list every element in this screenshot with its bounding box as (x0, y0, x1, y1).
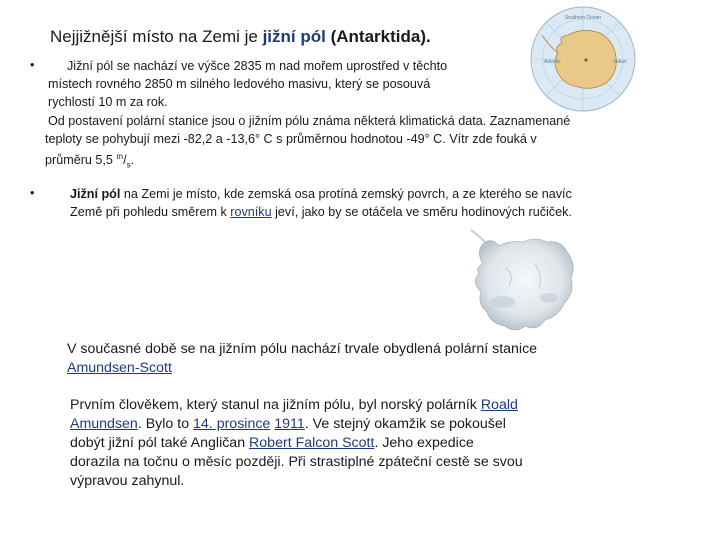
p1-line3: rychlostí 10 m za rok. (48, 95, 168, 109)
p2-line2: teploty se pohybují mezi -82,2 a -13,6° C s průměrnou hodnotou -49° C. Vítr zde fouká v (45, 132, 537, 146)
page-title (50, 27, 431, 47)
title-suffix: (Antarktida). (325, 27, 431, 46)
p3-bold: Jižní pól (70, 187, 121, 201)
title-highlight: jižní pól (262, 27, 326, 46)
bullet-2: • (30, 186, 35, 200)
p5-line4: dorazila na točnu o měsíc později. Při strastiplné zpáteční cestě se svou (70, 454, 523, 470)
p2-unit-sub: s (126, 160, 131, 170)
year-link[interactable]: 1911 (274, 416, 305, 432)
p5-line2-rest: . Ve stejný okamžik se pokoušel (304, 416, 506, 432)
antarctica-globe-map (528, 5, 638, 113)
p5-line1-prefix: Prvním člověkem, který stanul na jižním pólu, byl norský polárník (70, 397, 481, 413)
p3-line1-rest: na Zemi je místo, kde zemská osa protíná zemský povrch, a ze kterého se navíc (120, 187, 572, 201)
globe-label-top: Southern Ocean (564, 15, 602, 21)
p5-line2 (70, 415, 506, 434)
amundsen-scott-station-link[interactable]: Amundsen-Scott (67, 360, 172, 376)
equator-link[interactable]: rovníku (230, 205, 272, 219)
p5-line5: výpravou zahynul. (70, 473, 185, 489)
p3-line2-prefix: Země při pohledu směrem k (70, 205, 231, 219)
amundsen-link[interactable]: Amundsen (70, 416, 138, 432)
p3-line2 (70, 203, 572, 221)
antarctica-satellite-image (465, 228, 580, 338)
globe-label-left: Atlantic (544, 59, 561, 65)
p4-line1: V současné době se na jižním pólu nachází trvale obydlená polární stanice (67, 341, 538, 357)
p2-unit-sup: m (116, 152, 124, 161)
p2-line3-prefix: průměru 5,5 (45, 153, 117, 168)
p5-line2-mid: . Bylo to (137, 416, 194, 432)
p3-line1 (70, 185, 572, 203)
p1-line2: místech rovného 2850 m silného ledového masivu, který se posouvá (48, 77, 431, 91)
bullet-1: • (30, 58, 35, 72)
p2-line3 (45, 148, 134, 175)
p2-unit-slash: / (123, 153, 127, 168)
globe-label-right: Indian (613, 59, 627, 65)
title-prefix: Nejjižnější místo na Zemi je (50, 27, 263, 46)
p1-line1: Jižní pól se nachází ve výšce 2835 m nad mořem uprostřed v těchto (67, 59, 448, 73)
p2-line1: Od postavení polární stanice jsou o jižním pólu známa některá klimatická data. Zaznamenané (48, 114, 571, 128)
p5-line3-rest: . Jeho expedice (374, 435, 474, 451)
p3-line2-suffix: jeví, jako by se otáčela ve směru hodinových ručiček. (271, 205, 572, 219)
p5-line3 (70, 434, 474, 453)
p5-line1 (70, 396, 518, 415)
date-link[interactable]: 14. prosince (193, 416, 271, 432)
p5-line3-prefix: dobýt jižní pól také Angličan (70, 435, 250, 451)
p2-line3-end: . (130, 153, 135, 168)
roald-link[interactable]: Roald (480, 397, 518, 413)
robert-falcon-scott-link[interactable]: Robert Falcon Scott (249, 435, 375, 451)
p4-line2 (67, 359, 172, 378)
